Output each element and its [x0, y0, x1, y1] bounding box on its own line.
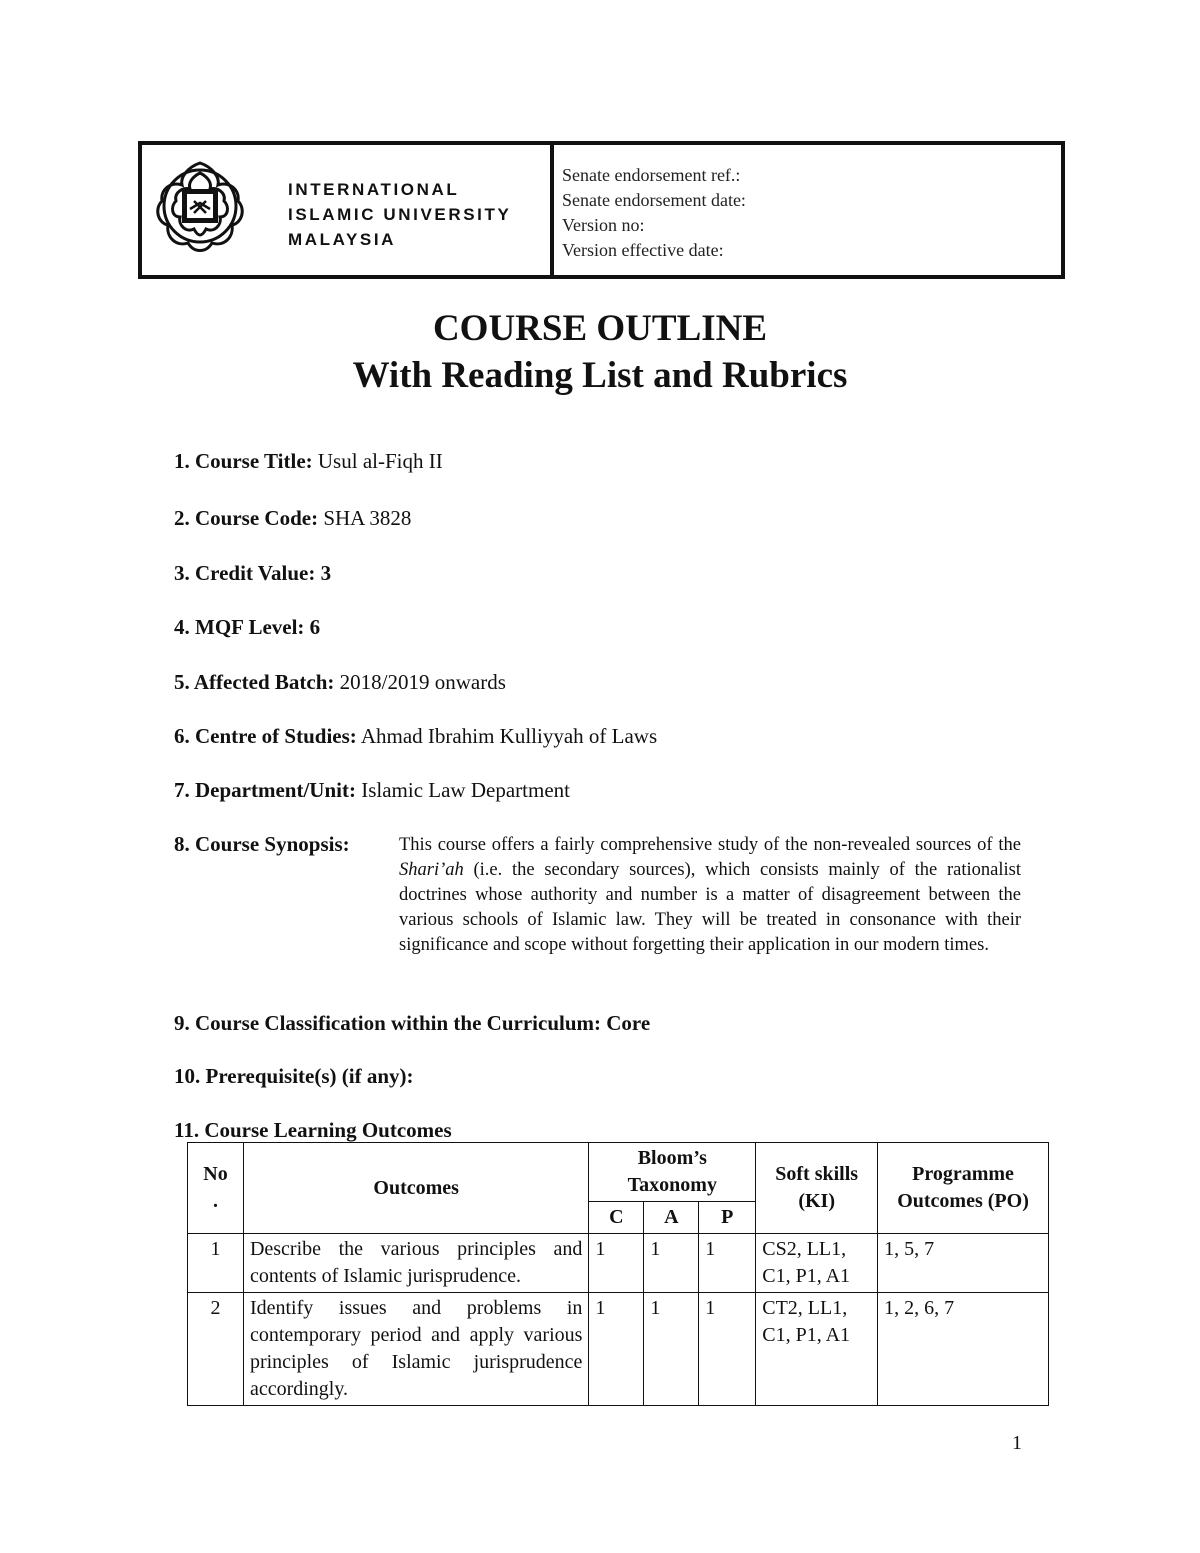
affected-batch-value: 2018/2019 onwards — [339, 670, 506, 694]
document-title: COURSE OUTLINE — [432, 308, 768, 349]
col-bloom-header: Bloom’s Taxonomy — [589, 1143, 756, 1202]
credit-value-label: 3. Credit Value: 3 — [174, 561, 332, 585]
course-title-label: 1. Course Title: — [174, 449, 313, 473]
row-a-cell: 1 — [644, 1234, 699, 1293]
university-logo — [150, 151, 250, 261]
col-no-dot: . — [212, 1190, 218, 1212]
mqf-level-item — [174, 614, 320, 640]
row-p-cell: 1 — [699, 1293, 756, 1406]
course-code-label: 2. Course Code: — [174, 506, 319, 530]
row-p-cell: 1 — [699, 1234, 756, 1293]
prerequisite-item — [174, 1063, 414, 1089]
col-p-header: P — [699, 1202, 756, 1234]
table-row — [188, 1234, 1049, 1293]
col-c-header: C — [589, 1202, 644, 1234]
row-no-cell: 2 — [188, 1293, 244, 1406]
university-name-line: MALAYSIA — [288, 230, 397, 249]
course-classification-item — [174, 1010, 650, 1036]
synopsis-text-part: (i.e. the secondary sources), which consists mainly of the rationalist doctrines whose authority and number is a matter of disagreement between the various schools of Islamic law. They will be treated in consonance with their significance and scope without forgetting their application in our modern times. — [399, 860, 1021, 955]
department-value: Islamic Law Department — [361, 778, 570, 802]
page-number: 1 — [1012, 1432, 1022, 1454]
row-no-cell: 1 — [188, 1234, 244, 1293]
learning-outcomes-table — [187, 1142, 1049, 1406]
col-soft-skills-header: Soft skills (KI) — [756, 1143, 878, 1234]
course-classification-label: 9. Course Classification within the Curriculum: Core — [174, 1011, 651, 1035]
course-code-item — [174, 505, 411, 531]
affected-batch-label: 5. Affected Batch: — [174, 670, 335, 694]
row-outcome-cell: Identify issues and problems in contemporary period and apply various principles of Islamic jurisprudence accordingly. — [243, 1293, 588, 1406]
university-name — [288, 177, 511, 252]
col-no-header — [188, 1143, 244, 1234]
course-synopsis-text — [399, 833, 1021, 958]
learning-outcomes-heading — [174, 1117, 452, 1143]
version-no: Version no: — [562, 215, 645, 235]
synopsis-italic-term: Shari’ah — [399, 860, 464, 880]
col-a-header: A — [644, 1202, 699, 1234]
university-name-line: ISLAMIC UNIVERSITY — [288, 205, 512, 224]
university-block — [142, 145, 554, 275]
synopsis-text-part: This course offers a fairly comprehensive study of the non-revealed sources of the — [399, 835, 1021, 855]
col-no-label: No — [203, 1163, 228, 1185]
version-effective-date: Version effective date: — [562, 240, 724, 260]
course-synopsis-label: 8. Course Synopsis: — [174, 832, 350, 856]
university-name-line: INTERNATIONAL — [288, 180, 460, 199]
document-subtitle: With Reading List and Rubrics — [352, 355, 848, 396]
department-label: 7. Department/Unit: — [174, 778, 356, 802]
centre-of-studies-item — [174, 723, 657, 749]
col-outcomes-header: Outcomes — [243, 1143, 588, 1234]
centre-of-studies-label: 6. Centre of Studies: — [174, 724, 357, 748]
row-po-cell: 1, 5, 7 — [878, 1234, 1049, 1293]
table-header-row — [188, 1143, 1049, 1202]
affected-batch-item — [174, 669, 506, 695]
prerequisite-label: 10. Prerequisite(s) (if any): — [174, 1064, 414, 1088]
row-soft-skills-cell: CS2, LL1, C1, P1, A1 — [756, 1234, 878, 1293]
senate-endorsement-ref: Senate endorsement ref.: — [562, 165, 741, 185]
mqf-level-label: 4. MQF Level: 6 — [174, 615, 321, 639]
row-c-cell: 1 — [589, 1293, 644, 1406]
course-code-value: SHA 3828 — [323, 506, 412, 530]
credit-value-item — [174, 560, 331, 586]
learning-outcomes-label: 11. Course Learning Outcomes — [174, 1118, 452, 1142]
endorsement-block — [554, 145, 1061, 275]
senate-endorsement-date: Senate endorsement date: — [562, 190, 746, 210]
row-c-cell: 1 — [589, 1234, 644, 1293]
row-outcome-cell: Describe the various principles and contents of Islamic jurisprudence. — [243, 1234, 588, 1293]
centre-of-studies-value: Ahmad Ibrahim Kulliyyah of Laws — [360, 724, 658, 748]
row-a-cell: 1 — [644, 1293, 699, 1406]
table-row — [188, 1293, 1049, 1406]
document-header — [138, 141, 1065, 279]
row-po-cell: 1, 2, 6, 7 — [878, 1293, 1049, 1406]
course-title-value: Usul al-Fiqh II — [317, 449, 443, 473]
row-soft-skills-cell: CT2, LL1, C1, P1, A1 — [756, 1293, 878, 1406]
course-title-item — [174, 448, 443, 474]
col-programme-outcomes-header: Programme Outcomes (PO) — [878, 1143, 1049, 1234]
department-item — [174, 777, 570, 803]
